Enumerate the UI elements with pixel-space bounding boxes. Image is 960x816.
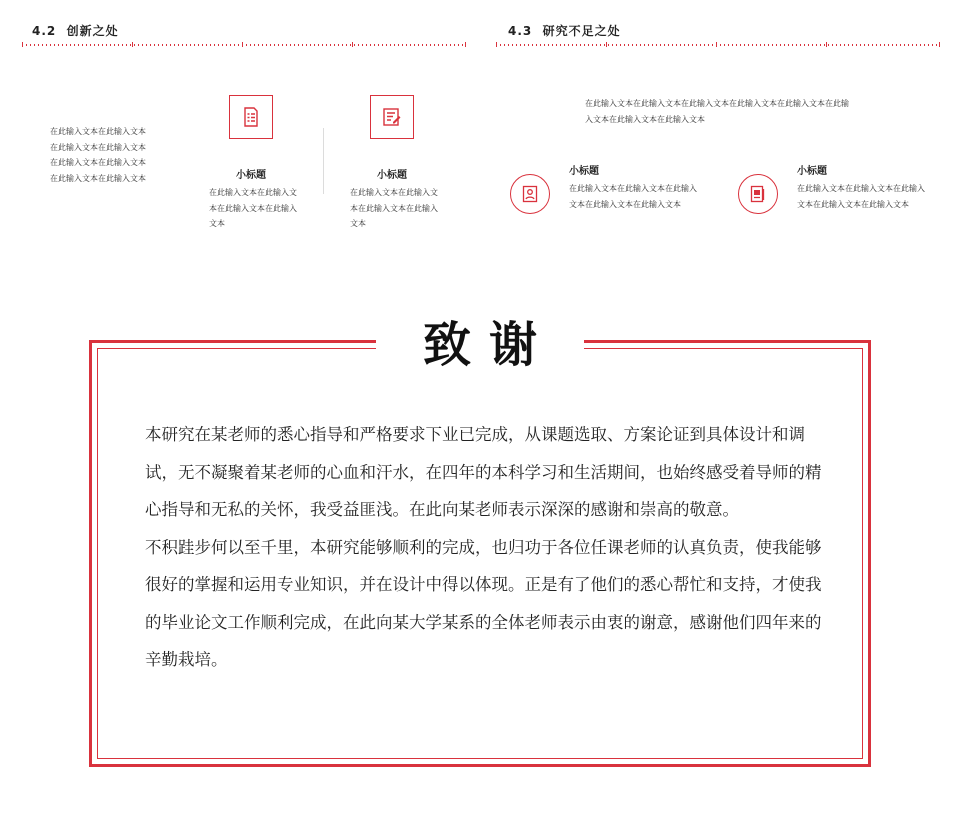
card-2-icon-box (370, 95, 414, 139)
section-42-title: 4.2 创新之处 (32, 24, 119, 38)
acknowledgement-title: 致谢 (376, 312, 584, 378)
card-1-icon-box (229, 95, 273, 139)
item-1-text: 在此输入文本在此输入文本在此输入文本在此输入文本在此输入文本 (569, 184, 697, 209)
card-2-text: 在此输入文本在此输入文本在此输入文本在此输入文本 (350, 188, 438, 228)
section-42-divider (22, 44, 466, 46)
acknowledgement-paragraph-2: 不积跬步何以至千里，本研究能够顺利的完成，也归功于各位任课老师的认真负责，使我能够很好的掌握和运用专业知识，并在设计中得以体现。正是有了他们的悉心帮忙和支持，才使我的毕业论文工作顺利完成，在此向某大学某系的全体老师表示由衷的谢意，感谢他们四年来的辛勤栽培。 (145, 537, 822, 669)
card-2-heading: 小标题 (377, 170, 407, 181)
card-1-text: 在此输入文本在此输入文本在此输入文本在此输入文本 (209, 188, 297, 228)
section-43-intro: 在此输入文本在此输入文本在此输入文本在此输入文本在此输入文本在此输入文本在此输入文本在此输入文本 (585, 99, 849, 124)
id-card-icon (522, 185, 538, 203)
item-2-heading: 小标题 (797, 166, 827, 177)
checklist-icon (242, 107, 260, 127)
edit-document-icon (382, 107, 402, 127)
item-1-heading: 小标题 (569, 166, 599, 177)
card-1-heading: 小标题 (236, 170, 266, 181)
section-43-title: 4.3 研究不足之处 (508, 24, 621, 38)
section-42-intro: 在此输入文本在此输入文本在此输入文本在此输入文本在此输入文本在此输入文本在此输入文本在此输入文本 (50, 127, 146, 183)
card-separator (323, 128, 324, 194)
section-43-divider (496, 44, 940, 46)
acknowledgement-body (145, 416, 825, 679)
report-icon (750, 185, 766, 203)
acknowledgement-paragraph-1: 本研究在某老师的悉心指导和严格要求下业已完成，从课题选取、方案论证到具体设计和调试，无不凝聚着某老师的心血和汗水，在四年的本科学习和生活期间，也始终感受着导师的精心指导和无私的关怀，我受益匪浅。在此向某老师表示深深的感谢和崇高的敬意。 (145, 425, 822, 519)
item-1-icon-circle (510, 174, 550, 214)
item-2-icon-circle (738, 174, 778, 214)
item-2-text: 在此输入文本在此输入文本在此输入文本在此输入文本在此输入文本 (797, 184, 925, 209)
